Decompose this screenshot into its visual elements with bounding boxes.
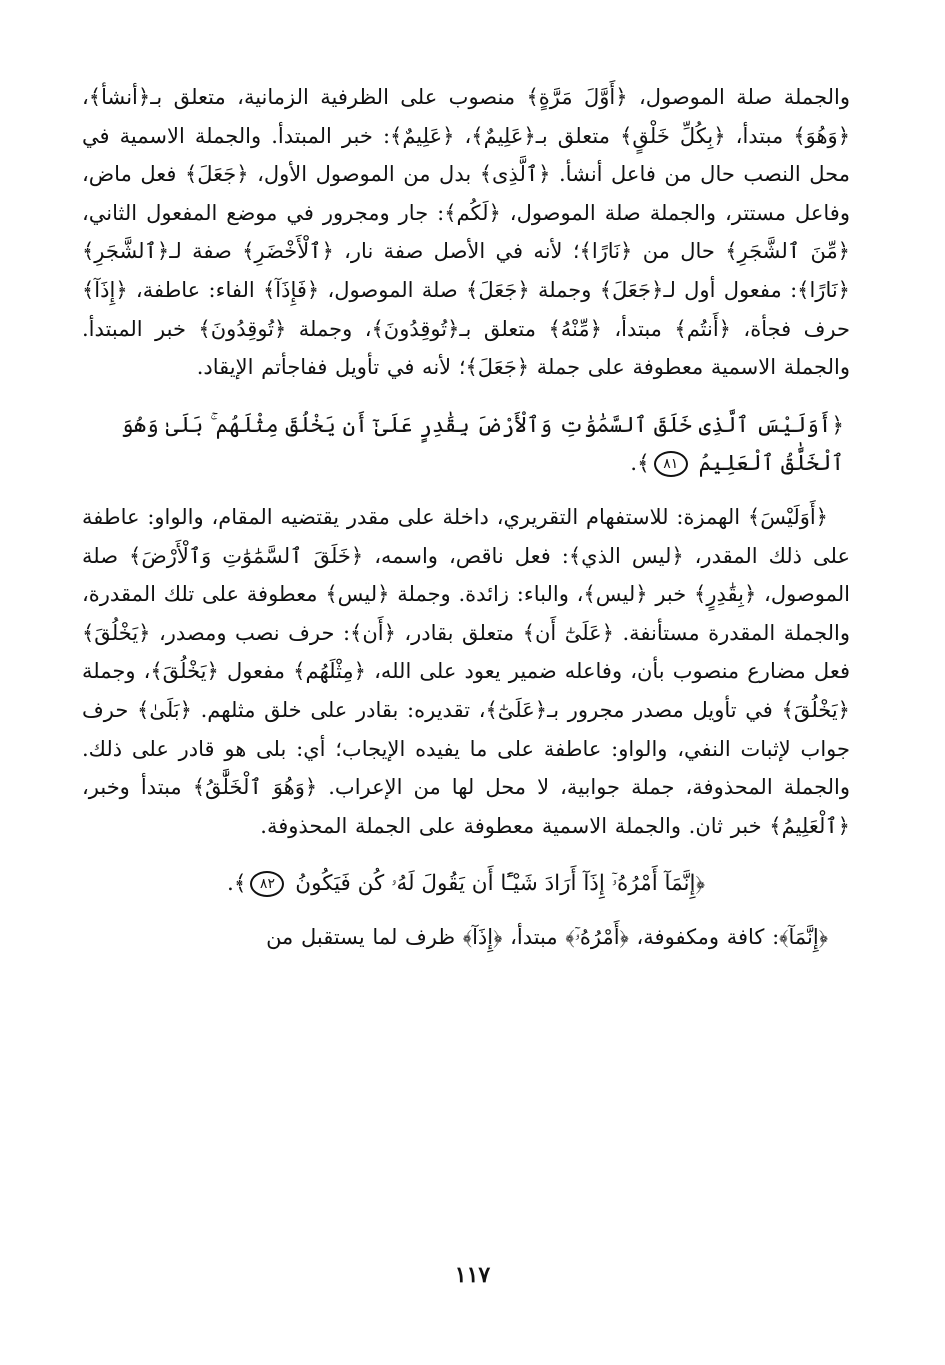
verse-82-text: ﴿إِنَّمَآ أَمْرُهُۥٓ إِذَآ أَرَادَ شَيْـًٔا أَن يَقُولَ لَهُۥ كُن فَيَكُونُ [295, 871, 705, 897]
verse-number-81: ٨١ [654, 451, 688, 477]
paragraph-3: ﴿أَوَلَيْسَ﴾ الهمزة: للاستفهام التقريري، داخلة على مقدر يقتضيه المقام، والواو: عاطفة على ذلك المقدر، ﴿ليس الذي﴾: فعل ناقص، واسمه، ﴿خَلَقَ ٱلسَّمَٰوَٰتِ وَٱلْأَرْضَ﴾ صلة الموصول، ﴿بِقَٰدِرٍ﴾ خبر ﴿ليس﴾، والباء: زائدة. وجملة ﴿ليس﴾ معطوفة على تلك المقدرة، والجملة المقدرة مستأنفة. ﴿عَلَىٰٓ أَن﴾ متعلق بقادر، ﴿أَن﴾: حرف نصب ومصدر، ﴿يَخْلُقَ﴾ فعل مضارع منصوب بأن، وفاعله ضمير يعود على الله، ﴿مِثْلَهُم﴾ مفعول ﴿يَخْلُقَ﴾، وجملة ﴿يَخْلُقَ﴾ في تأويل مصدر مجرور بـ﴿عَلَىٰٓ﴾، تقديره: بقادر على خلق مثلهم. ﴿بَلَىٰ﴾ حرف جواب لإثبات النفي، والواو: عاطفة على ما يفيده الإيجاب؛ أي: بلى هو قادر على ذلك. والجملة المحذوفة، جملة جوابية، لا محل لها من الإعراب. ﴿وَهُوَ ٱلْخَلَّٰقُ﴾ مبتدأ وخبر، ﴿ٱلْعَلِيمُ﴾ خبر ثان. والجملة الاسمية معطوفة على الجملة المحذوفة. [82, 504, 850, 838]
verse-82 [82, 865, 850, 904]
paragraph-1: والجملة صلة الموصول، ﴿أَوَّلَ مَرَّةٍ﴾ منصوب على الظرفية الزمانية، متعلق بـ﴿أنشأ﴾، ﴿وَهُوَ﴾ مبتدأ، ﴿بِكُلِّ خَلْقٍ﴾ متعلق بـ﴿عَلِيمٌ﴾، ﴿عَلِيمٌ﴾: خبر المبتدأ. والجملة الاسمية في محل النصب حال من فاعل أنشأ. ﴿ٱلَّذِى﴾ بدل من الموصول الأول، ﴿جَعَلَ﴾ فعل ماض، وفاعل مستتر، والجملة صلة الموصول، ﴿لَكُم﴾: جار ومجرور في موضع المفعول الثاني، ﴿مِّنَ ٱلشَّجَرِ﴾ حال من ﴿نَارًا﴾؛ لأنه في الأصل صفة نار، ﴿ٱلْأَخْضَرِ﴾ صفة لـ﴿ٱلشَّجَرِ﴾ ﴿نَارًا﴾: مفعول أول لـ﴿جَعَلَ﴾ وجملة ﴿جَعَلَ﴾ صلة الموصول، ﴿فَإِذَآ﴾ الفاء: عاطفة، ﴿إِذَآ﴾ حرف فجأة، ﴿أَنتُم﴾ مبتدأ، ﴿مِّنْهُ﴾ متعلق بـ﴿تُوقِدُونَ﴾، وجملة ﴿تُوقِدُونَ﴾ خبر المبتدأ. والجملة الاسمية معطوفة على جملة ﴿جَعَلَ﴾؛ لأنه في تأويل ففاجأتم الإيقاد. [82, 85, 850, 380]
paragraph-5: ﴿إِنَّمَآ﴾: كافة ومكفوفة، ﴿أَمْرُهُۥٓ﴾ مبتدأ، ﴿إِذَآ﴾ ظرف لما يستقبل من [266, 924, 828, 949]
verse-82-ending: ﴾. [227, 871, 247, 897]
verse-81-ending: ﴾. [630, 451, 650, 477]
verse-number-82: ٨٢ [250, 871, 284, 897]
verse-81 [82, 407, 850, 484]
page-body [82, 78, 850, 1305]
page-number: ١١٧ [454, 1262, 491, 1288]
verse-81-text: ﴿أَوَلَيْسَ ٱلَّذِى خَلَقَ ٱلسَّمَٰوَٰتِ وَٱلْأَرْضَ بِقَٰدِرٍ عَلَىٰٓ أَن يَخْلُقَ مِثْلَهُم ۚ بَلَىٰ وَهُوَ ٱلْخَلَّٰقُ ٱلْعَلِيمُ [120, 412, 844, 477]
